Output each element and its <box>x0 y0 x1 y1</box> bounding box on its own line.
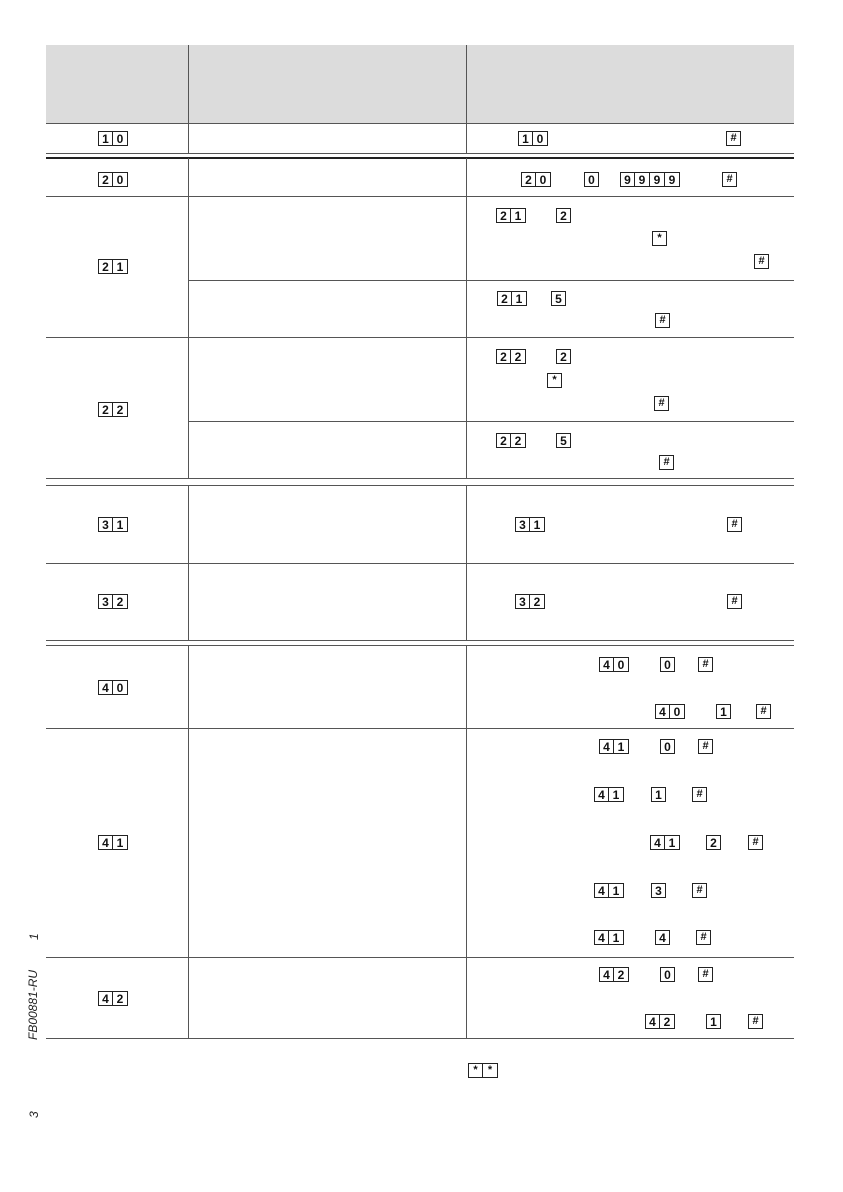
key-cap: # <box>748 1014 763 1029</box>
key-cap: 2 <box>113 991 128 1006</box>
key-cap: 1 <box>716 704 731 719</box>
key-sequence <box>748 1014 763 1029</box>
key-sequence <box>655 704 685 719</box>
code-keys <box>98 680 128 695</box>
key-cap: 0 <box>113 172 128 187</box>
key-sequence <box>660 657 675 672</box>
row-divider <box>46 196 794 197</box>
revision-number: 1 <box>27 933 41 940</box>
key-cap: 0 <box>536 172 551 187</box>
code-keys <box>98 402 128 417</box>
key-cap: 5 <box>556 433 571 448</box>
key-sequence <box>655 930 670 945</box>
key-sequence <box>727 517 742 532</box>
row-divider <box>46 337 794 338</box>
key-cap: 0 <box>614 657 629 672</box>
table-header <box>46 45 794 123</box>
key-sequence <box>650 835 680 850</box>
key-cap: 9 <box>635 172 650 187</box>
key-cap: * <box>652 231 667 246</box>
key-cap: 3 <box>98 517 113 532</box>
key-sequence <box>496 433 526 448</box>
key-cap: 4 <box>599 657 614 672</box>
key-cap: # <box>698 657 713 672</box>
key-sequence <box>754 254 769 269</box>
key-cap: 2 <box>98 402 113 417</box>
key-cap: 2 <box>497 291 512 306</box>
key-cap: 2 <box>496 208 511 223</box>
key-cap: # <box>698 739 713 754</box>
key-sequence <box>599 967 629 982</box>
key-cap: * <box>483 1063 498 1078</box>
key-cap: # <box>722 172 737 187</box>
key-sequence <box>727 594 742 609</box>
key-cap: 0 <box>584 172 599 187</box>
key-sequence <box>599 739 629 754</box>
column-divider <box>188 486 189 640</box>
column-divider <box>188 646 189 1038</box>
key-sequence <box>594 930 624 945</box>
key-sequence <box>652 231 667 246</box>
key-cap: 4 <box>645 1014 660 1029</box>
key-sequence <box>692 883 707 898</box>
key-cap: 0 <box>670 704 685 719</box>
key-cap: 1 <box>512 291 527 306</box>
code-keys <box>98 131 128 146</box>
column-divider <box>466 45 467 153</box>
key-sequence <box>698 967 713 982</box>
row-divider <box>46 563 794 564</box>
key-cap: # <box>726 131 741 146</box>
key-sequence <box>556 433 571 448</box>
key-cap: 4 <box>599 967 614 982</box>
key-cap: * <box>468 1063 483 1078</box>
key-cap: # <box>659 455 674 470</box>
code-keys <box>98 835 128 850</box>
key-cap: 2 <box>496 349 511 364</box>
key-cap: # <box>655 313 670 328</box>
key-sequence <box>551 291 566 306</box>
key-cap: 4 <box>655 930 670 945</box>
row-divider <box>188 280 794 281</box>
key-cap: 3 <box>515 594 530 609</box>
key-cap: 4 <box>594 787 609 802</box>
key-sequence <box>726 131 741 146</box>
key-sequence <box>556 349 571 364</box>
key-cap: 2 <box>113 594 128 609</box>
key-sequence <box>716 704 731 719</box>
key-cap: 2 <box>496 433 511 448</box>
key-cap: 9 <box>665 172 680 187</box>
column-divider <box>466 158 467 478</box>
key-cap: # <box>692 787 707 802</box>
key-cap: 9 <box>620 172 635 187</box>
key-cap: 2 <box>98 259 113 274</box>
code-keys <box>98 594 128 609</box>
column-divider <box>466 486 467 640</box>
key-cap: * <box>547 373 562 388</box>
key-cap: # <box>727 594 742 609</box>
column-divider <box>188 158 189 478</box>
key-sequence <box>655 313 670 328</box>
key-sequence <box>515 594 545 609</box>
column-divider <box>466 646 467 1038</box>
key-cap: 1 <box>113 259 128 274</box>
key-cap: 0 <box>113 680 128 695</box>
key-sequence <box>654 396 669 411</box>
key-cap: 2 <box>556 208 571 223</box>
key-sequence <box>584 172 599 187</box>
key-cap: # <box>692 883 707 898</box>
key-cap: 4 <box>650 835 665 850</box>
key-sequence <box>756 704 771 719</box>
key-sequence <box>515 517 545 532</box>
key-sequence <box>594 883 624 898</box>
row-divider <box>46 478 794 479</box>
key-cap: 1 <box>511 208 526 223</box>
section-divider <box>46 645 794 646</box>
key-cap: 1 <box>614 739 629 754</box>
key-cap: 1 <box>530 517 545 532</box>
key-cap: 2 <box>511 349 526 364</box>
column-divider <box>188 45 189 153</box>
code-keys <box>98 172 128 187</box>
row-divider <box>46 1038 794 1039</box>
key-cap: 0 <box>533 131 548 146</box>
key-cap: 9 <box>650 172 665 187</box>
key-sequence <box>547 373 562 388</box>
key-cap: 3 <box>98 594 113 609</box>
key-cap: 1 <box>651 787 666 802</box>
section-divider <box>46 485 794 486</box>
key-cap: 1 <box>113 835 128 850</box>
key-cap: 2 <box>660 1014 675 1029</box>
key-cap: 4 <box>594 930 609 945</box>
footer-key-sequence <box>468 1063 498 1078</box>
key-cap: # <box>748 835 763 850</box>
row-divider <box>188 421 794 422</box>
key-cap: 2 <box>113 402 128 417</box>
key-sequence <box>722 172 737 187</box>
key-sequence <box>660 739 675 754</box>
key-sequence <box>659 455 674 470</box>
key-sequence <box>706 1014 721 1029</box>
key-cap: 1 <box>518 131 533 146</box>
key-cap: 4 <box>98 680 113 695</box>
key-cap: 4 <box>594 883 609 898</box>
key-sequence <box>599 657 629 672</box>
key-cap: # <box>727 517 742 532</box>
key-cap: 3 <box>651 883 666 898</box>
row-divider <box>46 728 794 729</box>
key-cap: 4 <box>655 704 670 719</box>
key-sequence <box>706 835 721 850</box>
row-divider <box>46 123 794 124</box>
key-sequence <box>496 208 526 223</box>
key-cap: 5 <box>551 291 566 306</box>
key-cap: 1 <box>665 835 680 850</box>
key-cap: 4 <box>599 739 614 754</box>
code-keys <box>98 259 128 274</box>
key-cap: 2 <box>706 835 721 850</box>
key-cap: 0 <box>113 131 128 146</box>
key-sequence <box>496 349 526 364</box>
key-cap: 1 <box>113 517 128 532</box>
key-sequence <box>698 739 713 754</box>
key-cap: # <box>756 704 771 719</box>
key-cap: 1 <box>98 131 113 146</box>
key-cap: 4 <box>98 991 113 1006</box>
key-sequence <box>660 967 675 982</box>
key-sequence <box>521 172 551 187</box>
key-sequence <box>748 835 763 850</box>
row-divider <box>46 153 794 154</box>
key-cap: # <box>698 967 713 982</box>
key-sequence <box>651 787 666 802</box>
key-cap: 0 <box>660 657 675 672</box>
key-cap: 0 <box>660 739 675 754</box>
row-divider <box>46 640 794 641</box>
key-cap: 2 <box>530 594 545 609</box>
key-cap: 1 <box>609 883 624 898</box>
key-sequence <box>692 787 707 802</box>
key-cap: # <box>754 254 769 269</box>
key-cap: 1 <box>706 1014 721 1029</box>
key-cap: 2 <box>556 349 571 364</box>
code-keys <box>98 991 128 1006</box>
key-sequence <box>594 787 624 802</box>
key-sequence <box>651 883 666 898</box>
key-sequence <box>497 291 527 306</box>
key-cap: 2 <box>511 433 526 448</box>
key-cap: 1 <box>609 930 624 945</box>
key-sequence <box>518 131 548 146</box>
key-cap: # <box>696 930 711 945</box>
key-cap: 2 <box>521 172 536 187</box>
key-cap: 1 <box>609 787 624 802</box>
row-divider <box>46 957 794 958</box>
key-sequence <box>645 1014 675 1029</box>
key-cap: # <box>654 396 669 411</box>
section-divider <box>46 157 794 159</box>
key-sequence <box>556 208 571 223</box>
code-keys <box>98 517 128 532</box>
key-sequence <box>696 930 711 945</box>
key-cap: 2 <box>614 967 629 982</box>
document-code: FB00881-RU <box>26 969 40 1040</box>
key-cap: 2 <box>98 172 113 187</box>
key-cap: 3 <box>515 517 530 532</box>
key-cap: 0 <box>660 967 675 982</box>
key-sequence <box>698 657 713 672</box>
page-number: 3 <box>27 1111 41 1118</box>
key-sequence <box>620 172 680 187</box>
key-cap: 4 <box>98 835 113 850</box>
